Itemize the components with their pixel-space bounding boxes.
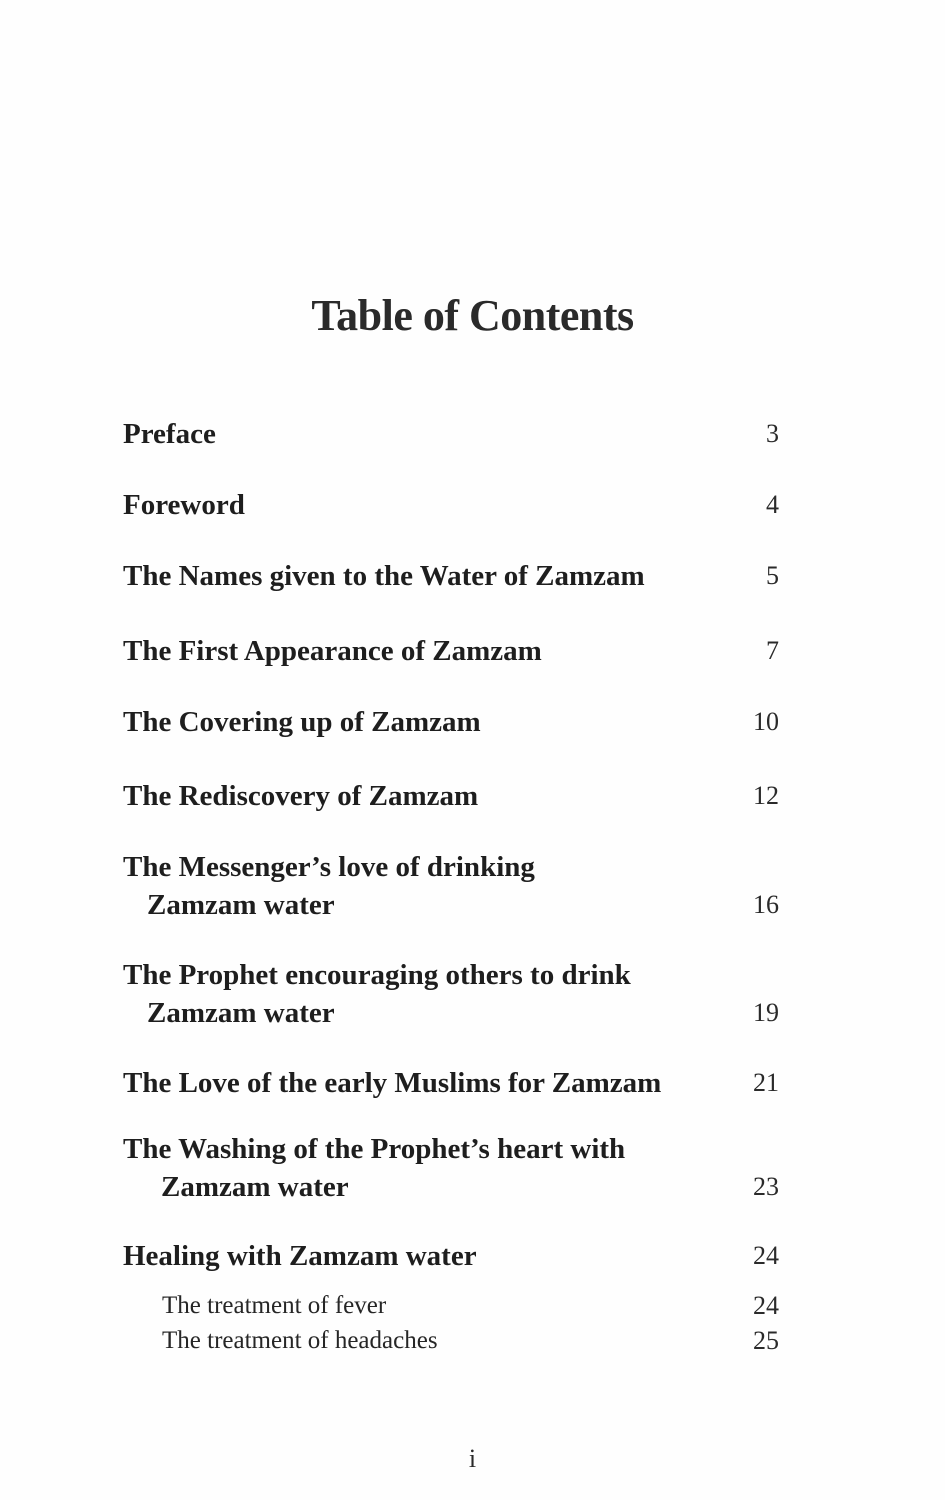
toc-entry-washing-heart bbox=[123, 1130, 779, 1206]
entry-title: The Washing of the Prophet’s heart with bbox=[123, 1133, 626, 1165]
toc-entry-covering-up bbox=[123, 703, 779, 741]
toc-entry-names bbox=[123, 557, 779, 595]
entry-title: The First Appearance of Zamzam bbox=[123, 635, 542, 667]
toc-entry-early-muslims bbox=[123, 1064, 779, 1102]
entry-title-continuation: Zamzam water bbox=[147, 889, 335, 921]
entry-page-number: 21 bbox=[753, 1068, 779, 1097]
entry-page-number: 7 bbox=[766, 636, 779, 665]
entry-page-number: 5 bbox=[766, 561, 779, 590]
entry-title: Foreword bbox=[123, 489, 245, 521]
sub-entry-title: The treatment of fever bbox=[162, 1292, 387, 1319]
entry-title-continuation: Zamzam water bbox=[161, 1171, 349, 1203]
entry-page-number: 19 bbox=[753, 998, 779, 1027]
toc-entry-prophet-encouraging bbox=[123, 956, 779, 1032]
entry-page-number: 16 bbox=[753, 890, 779, 919]
toc-sub-entry-fever bbox=[162, 1289, 779, 1323]
entry-page-number: 12 bbox=[753, 781, 779, 810]
entry-page-number: 3 bbox=[766, 419, 779, 448]
toc-entry-first-appearance bbox=[123, 632, 779, 670]
entry-title: The Covering up of Zamzam bbox=[123, 706, 481, 738]
toc-sub-entry-headaches bbox=[162, 1324, 779, 1358]
entry-title: The Love of the early Muslims for Zamzam bbox=[123, 1067, 662, 1099]
entry-title: The Prophet encouraging others to drink bbox=[123, 959, 631, 991]
entry-title-continuation: Zamzam water bbox=[147, 997, 335, 1029]
toc-entry-messengers-love bbox=[123, 848, 779, 924]
entry-title: The Names given to the Water of Zamzam bbox=[123, 560, 645, 592]
sub-entry-title: The treatment of headaches bbox=[162, 1327, 438, 1354]
toc-entry-foreword bbox=[123, 486, 779, 524]
entry-title: Preface bbox=[123, 418, 216, 450]
toc-entry-preface bbox=[123, 415, 779, 453]
entry-title: The Rediscovery of Zamzam bbox=[123, 780, 479, 812]
entry-page-number: 24 bbox=[753, 1241, 779, 1270]
entry-page-number: 10 bbox=[753, 707, 779, 736]
page-title: Table of Contents bbox=[311, 291, 634, 340]
sub-entry-page-number: 25 bbox=[753, 1326, 779, 1355]
folio-page-number: i bbox=[468, 1444, 477, 1473]
entry-title: The Messenger’s love of drinking bbox=[123, 851, 535, 883]
toc-entry-rediscovery bbox=[123, 777, 779, 815]
entry-page-number: 4 bbox=[766, 490, 779, 519]
entry-page-number: 23 bbox=[753, 1172, 779, 1201]
toc-entry-healing bbox=[123, 1237, 779, 1275]
sub-entry-page-number: 24 bbox=[753, 1291, 779, 1320]
entry-title: Healing with Zamzam water bbox=[123, 1240, 477, 1272]
